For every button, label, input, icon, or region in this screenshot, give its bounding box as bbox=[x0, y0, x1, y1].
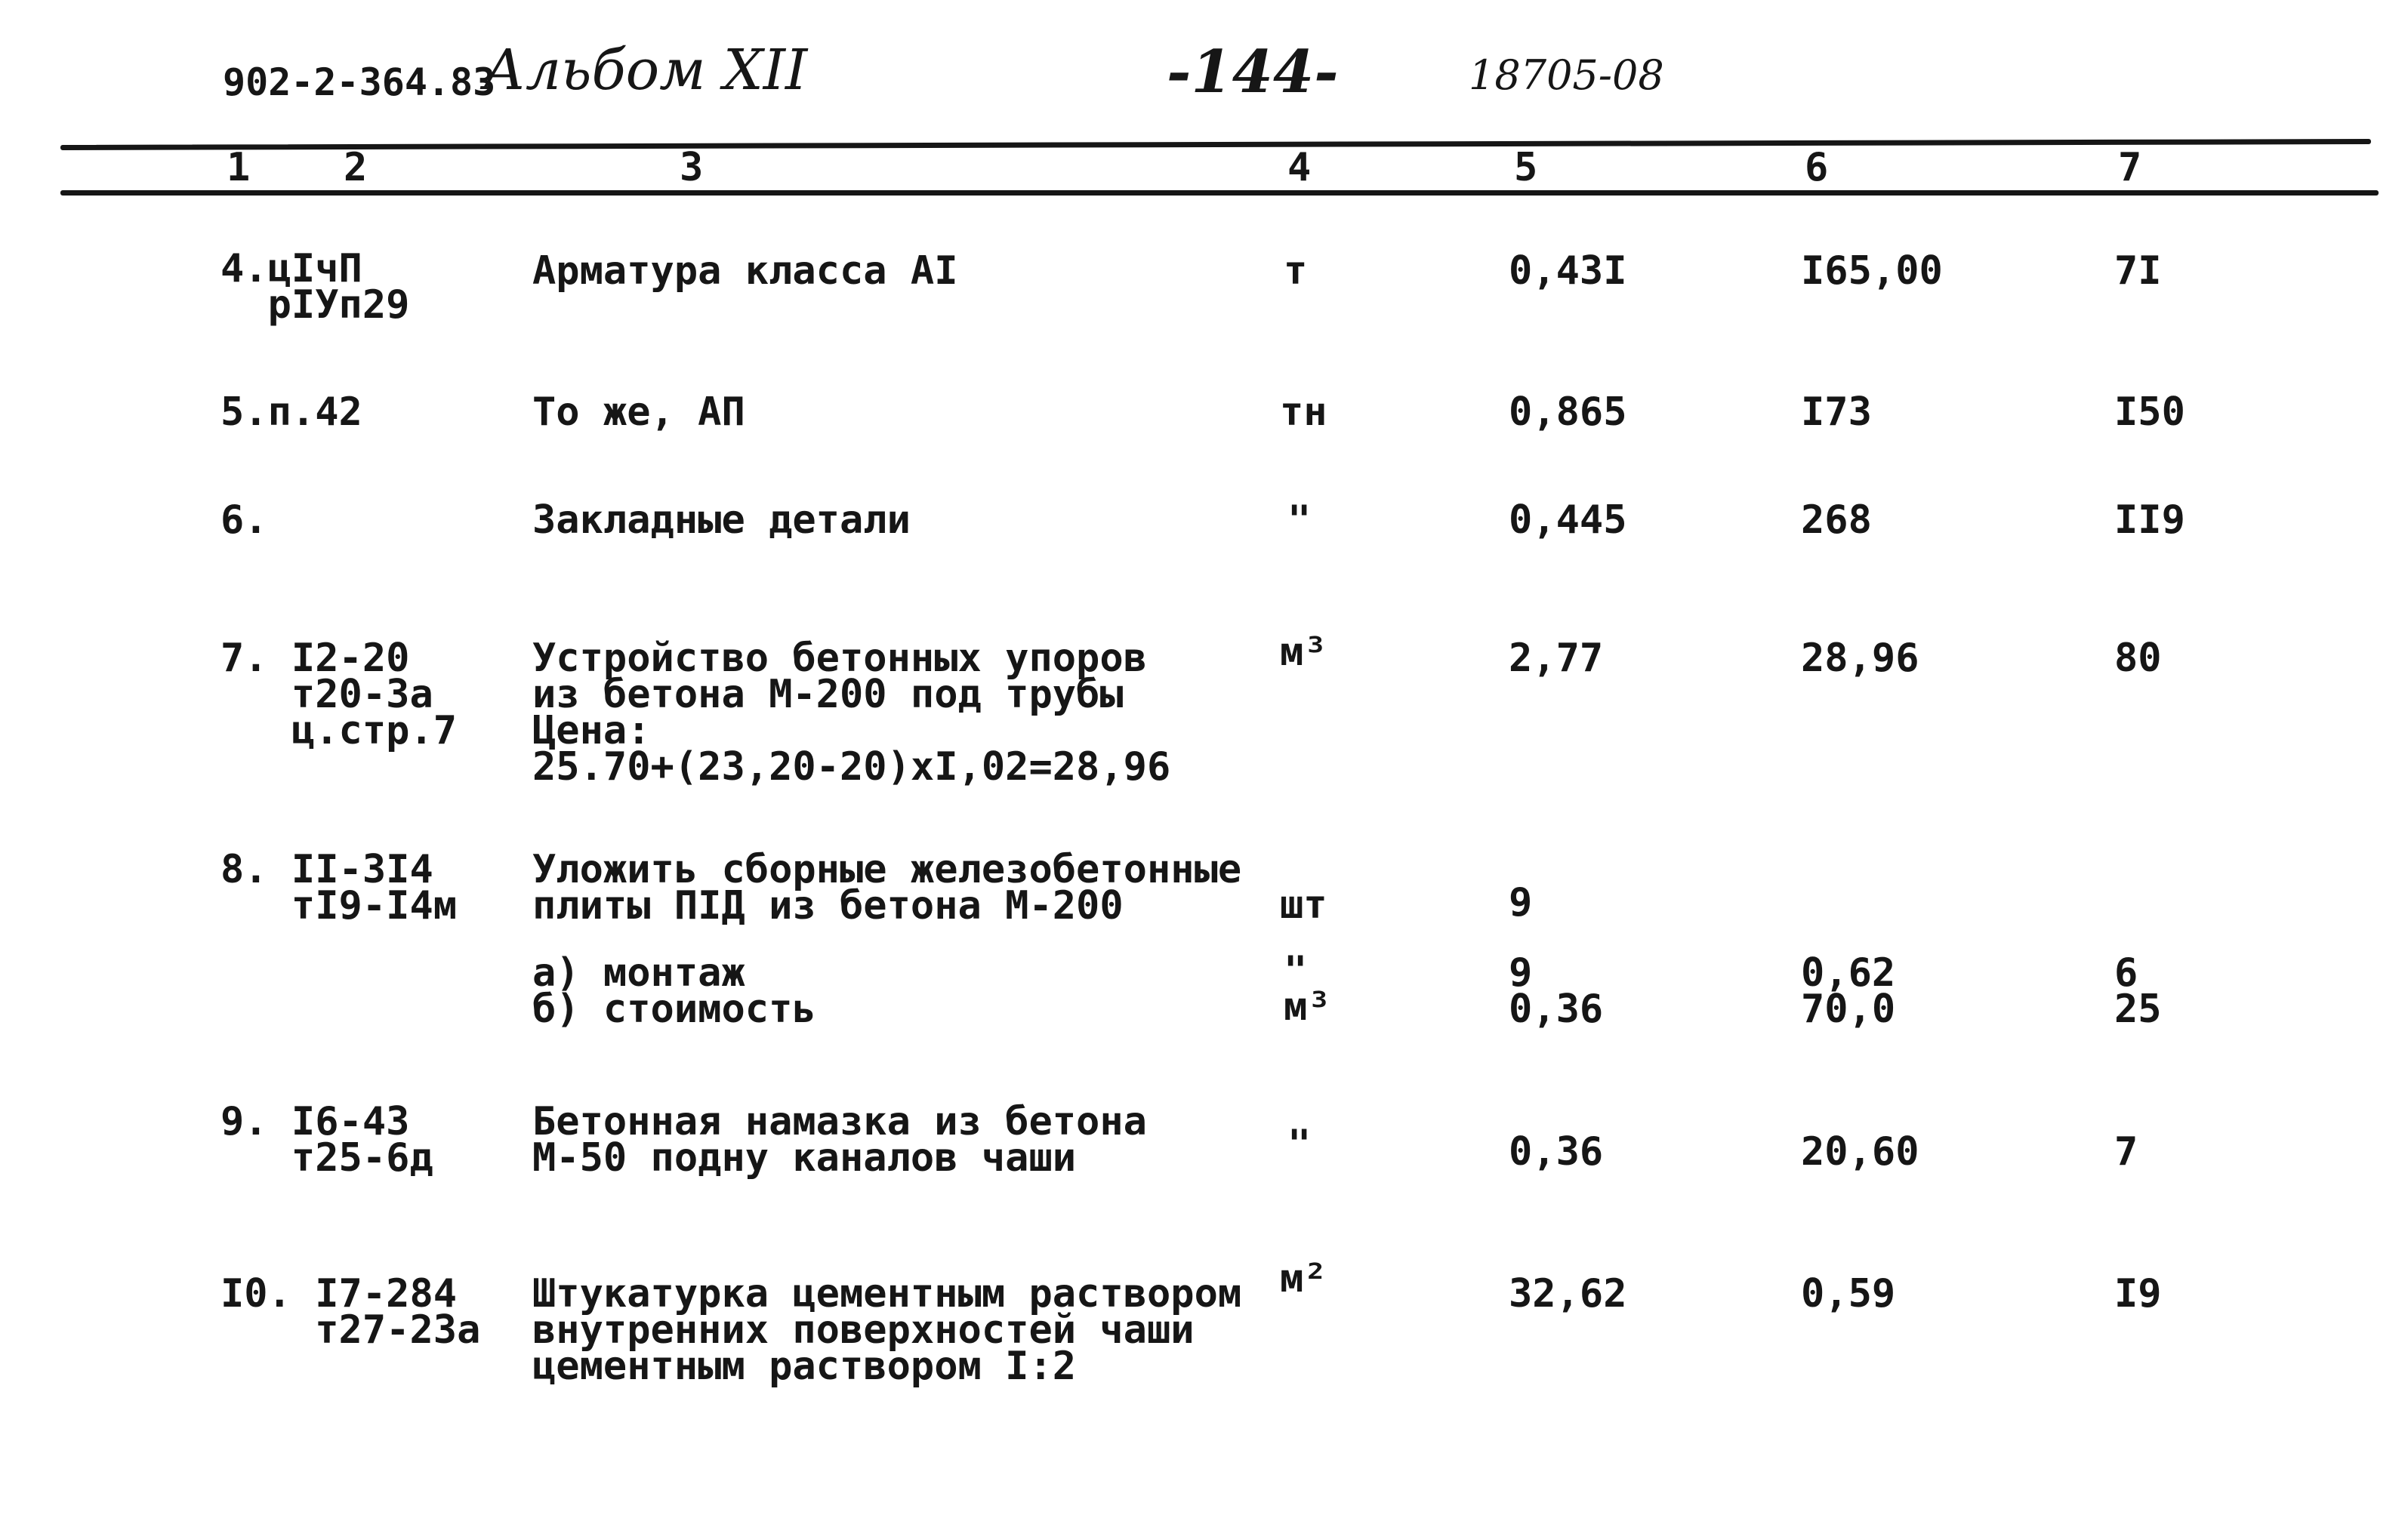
row-8-sub-description: а) монтаж б) стоимость bbox=[532, 950, 816, 1032]
header-bottom-rule bbox=[60, 190, 2379, 196]
column-number-4: 4 bbox=[1287, 145, 1312, 190]
column-number-2: 2 bbox=[344, 145, 368, 190]
row-4-code: 4.цIчП pIУп29 bbox=[220, 246, 410, 328]
column-number-6: 6 bbox=[1805, 145, 1829, 190]
row-9-unit: " bbox=[1287, 1122, 1312, 1167]
row-10-cost: I9 bbox=[2114, 1271, 2162, 1316]
row-7-code: 7. I2-20 т20-3а ц.стр.7 bbox=[220, 636, 458, 753]
column-number-7: 7 bbox=[2118, 145, 2142, 190]
row-7-price: 28,96 bbox=[1801, 636, 1919, 681]
row-8-sub-quantity: 9 0,36 bbox=[1509, 950, 1604, 1032]
row-9-description: Бетонная намазка из бетона М-50 подну каналов чаши bbox=[532, 1099, 1147, 1181]
row-5-price: I73 bbox=[1801, 390, 1872, 435]
row-6-unit: " bbox=[1287, 497, 1312, 543]
album-label: Альбом XII bbox=[483, 38, 808, 103]
doc-code: 902-2-364.83 bbox=[223, 60, 496, 104]
reference-number: 18705-08 bbox=[1469, 51, 1664, 99]
row-4-price: I65,00 bbox=[1801, 248, 1943, 294]
row-6-price: 268 bbox=[1801, 497, 1872, 543]
row-9-price: 20,60 bbox=[1801, 1129, 1919, 1175]
row-8-sub-unit: " м³ bbox=[1284, 948, 1331, 1030]
row-5-quantity: 0,865 bbox=[1509, 390, 1627, 435]
row-7-description: Устройство бетонных упоров из бетона М-200 под трубы Цена: 25.70+(23,20-20)xI,02=28,96 bbox=[532, 636, 1171, 790]
row-10-description: Штукатурка цементным раствором внутренних поверхностей чаши цементным раствором I:2 bbox=[532, 1271, 1242, 1389]
row-8-sub-price: 0,62 70,0 bbox=[1801, 950, 1896, 1032]
page-number: -144- bbox=[1167, 38, 1339, 106]
row-5-code: 5.п.42 bbox=[220, 390, 362, 435]
row-7-cost: 80 bbox=[2114, 636, 2162, 681]
column-number-3: 3 bbox=[680, 145, 704, 190]
row-8-sub-cost: 6 25 bbox=[2114, 950, 2162, 1032]
row-9-cost: 7 bbox=[2114, 1129, 2138, 1175]
row-8-description: Уложить сборные железобетонные плиты ПIД из бетона М-200 bbox=[532, 847, 1242, 928]
row-5-unit: тн bbox=[1280, 390, 1327, 435]
row-8-code: 8. II-3I4 тI9-I4м bbox=[220, 847, 458, 928]
row-7-unit: м³ bbox=[1280, 630, 1327, 675]
row-6-description: Закладные детали bbox=[532, 497, 911, 543]
row-8-unit: шт bbox=[1280, 882, 1327, 928]
row-5-cost: I50 bbox=[2114, 390, 2185, 435]
row-8-quantity: 9 bbox=[1509, 880, 1533, 925]
row-5-description: То же, АП bbox=[532, 390, 745, 435]
row-6-quantity: 0,445 bbox=[1509, 497, 1627, 543]
row-6-cost: II9 bbox=[2114, 497, 2185, 543]
row-4-quantity: 0,43I bbox=[1509, 248, 1627, 294]
top-rule bbox=[60, 139, 2371, 150]
row-10-price: 0,59 bbox=[1801, 1271, 1896, 1316]
row-4-unit: т bbox=[1284, 248, 1308, 294]
row-6-code: 6. bbox=[220, 497, 268, 543]
row-4-description: Арматура класса AI bbox=[532, 248, 958, 294]
row-4-cost: 7I bbox=[2114, 248, 2162, 294]
row-7-quantity: 2,77 bbox=[1509, 636, 1604, 681]
row-9-code: 9. I6-43 т25-6д bbox=[220, 1099, 433, 1181]
column-number-1: 1 bbox=[227, 145, 251, 190]
row-10-unit: м² bbox=[1280, 1256, 1327, 1301]
row-9-quantity: 0,36 bbox=[1509, 1129, 1604, 1175]
row-10-code: I0. I7-284 т27-23а bbox=[220, 1271, 481, 1353]
row-10-quantity: 32,62 bbox=[1509, 1271, 1627, 1316]
column-number-5: 5 bbox=[1514, 145, 1538, 190]
